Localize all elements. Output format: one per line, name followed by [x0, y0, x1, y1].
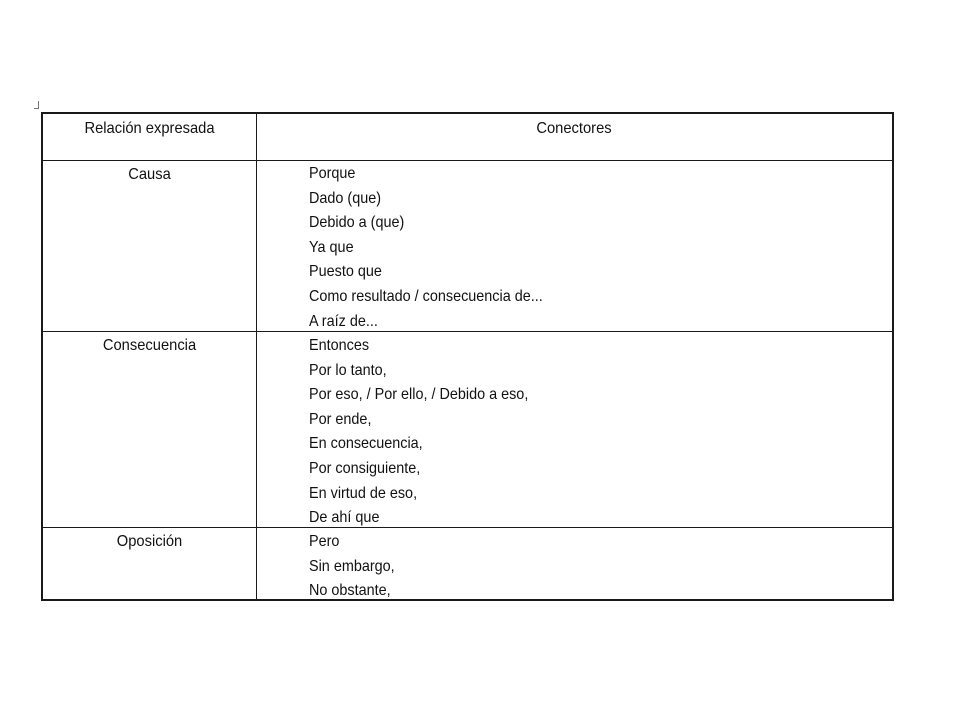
connector-item: Porque	[309, 165, 356, 182]
connector-item: De ahí que	[309, 509, 380, 527]
connector-item: Entonces	[309, 337, 370, 354]
relation-consecuencia: Consecuencia	[102, 337, 197, 354]
connector-item: En virtud de eso,	[309, 484, 418, 502]
connector-item: Por consiguiente,	[309, 459, 421, 477]
connector-item: Ya que	[309, 238, 354, 256]
connector-item: No obstante,	[309, 582, 391, 600]
header-row-divider	[43, 160, 892, 161]
paragraph-corner-mark	[34, 101, 39, 109]
connector-list-consecuencia	[309, 334, 553, 531]
connector-item: Por eso, / Por ello, / Debido a eso,	[309, 386, 529, 404]
connector-list-oposicion	[309, 530, 404, 604]
header-relation: Relación expresada	[84, 120, 215, 137]
connector-item: Debido a (que)	[309, 214, 405, 232]
connector-item: Pero	[309, 533, 340, 550]
connector-item: Puesto que	[309, 263, 382, 281]
connector-item: Sin embargo,	[309, 557, 395, 575]
connectors-table	[41, 112, 894, 601]
connector-item: A raíz de...	[309, 312, 378, 330]
connector-item: Dado (que)	[309, 189, 382, 207]
relation-causa: Causa	[128, 166, 171, 183]
connector-item: En consecuencia,	[309, 435, 423, 453]
connector-item: Como resultado / consecuencia de...	[309, 287, 543, 305]
connector-item: Por lo tanto,	[309, 361, 387, 379]
relation-oposicion: Oposición	[116, 533, 183, 550]
connector-item: Por ende,	[309, 410, 372, 428]
connector-list-causa	[309, 162, 569, 334]
header-connectors: Conectores	[536, 120, 612, 137]
